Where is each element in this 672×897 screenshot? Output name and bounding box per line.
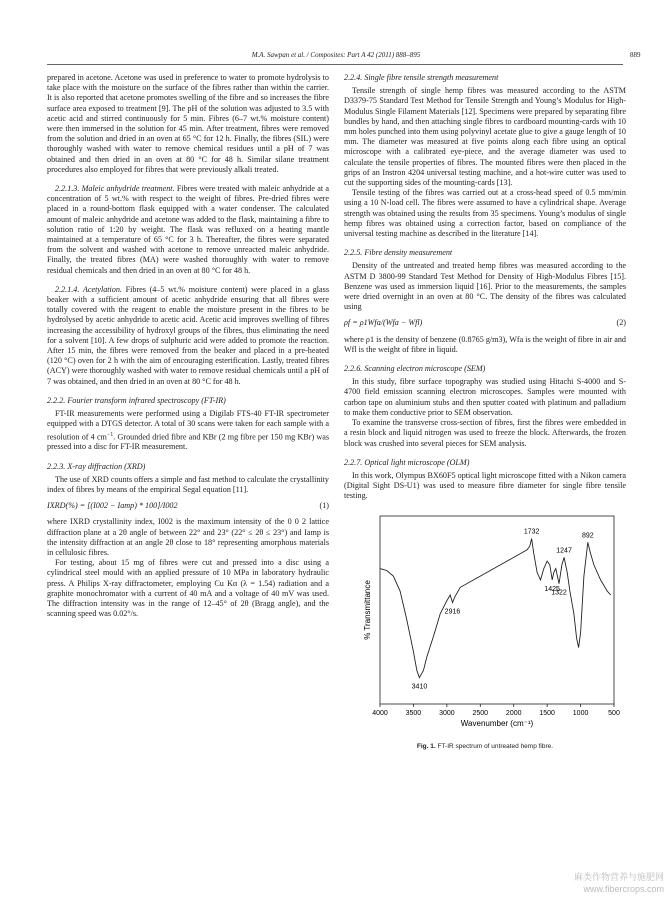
section-heading: 2.2.3. X-ray diffraction (XRD)	[47, 461, 146, 471]
section-text: Fibres were treated with maleic anhydride at a concentration of 5 wt.% with respect to the weight of fibres. Pre-dried fibres were placed in a round-bottom flask equipped with a water condenser. The calculated amount of maleic anhydride and acetone was added to the flask, maintaining a fibre to solution ratio of 1:20 by weight. The flask was refluxed on a heating mantle maintained at a temperature of 65 °C for 3 h. Thereafter, the fibres were separated from the solvent and washed with acetone to remove unreacted maleic anhydride. Finally, the treated fibres (MA) were washed thoroughly with water to remove residual chemicals and then dried in an oven at 80 °C for 48 h.	[47, 184, 329, 275]
ftir-chart	[344, 508, 626, 740]
peak-label: 2916	[444, 607, 461, 615]
equation-text: ρf = ρ1Wfa/(Wfa − Wfl)	[344, 318, 423, 328]
section-text: . Grounded dried fibre and KBr (2 mg fibre per 150 mg KBr) was pressed into a disc for FT-IR measurement.	[47, 432, 329, 452]
section-text: Fibres (4–5 wt.% moisture content) were placed in a glass beaker with a sufficient amount of acetic anhydride ensuring that all fibres were totally covered with the reagent to enable the moisture present in the fibres to be hydrolysed by acetic anhydride to acetic acid. Acetic acid improves swelling of fibres increasing the accessibility of hydroxyl groups of the fibres, thus eliminating the need for a solvent [10]. A few drops of sulphuric acid were added to promote the reaction. After 15 min, the fibres were removed from the beaker and placed in a pre-heated (120 °C) oven for 2 h with the aim of encouraging esterification. Lastly, treated fibres (ACY) were thoroughly washed with water to remove residual chemicals until a pH of 7 was obtained, and then dried in an oven at 80 °C for 48 h.	[47, 284, 329, 386]
section-heading: 2.2.1.4. Acetylation.	[55, 284, 122, 294]
equation-text: IXRD(%) = [(I002 − Iamp) * 100]/I002	[47, 501, 178, 511]
x-tick-label: 4000	[372, 709, 388, 717]
watermark	[574, 871, 664, 895]
paragraph: Density of the untreated and treated hemp fibres was measured according to the ASTM D 3800-99 Standard Test Method for Density of High-Modulus Fibres [15]. Benzene was used as immersion liquid [16]. Prior to the measurements, the samples were dried overnight in an oven at 80 °C. The density of the fibres was calculated using	[344, 261, 626, 312]
caption-text: FT-IR spectrum of untreated hemp fibre.	[435, 742, 554, 750]
watermark-line: 麻类作物营养与施肥网	[573, 872, 664, 882]
paragraph: Tensile strength of single hemp fibres was measured according to the ASTM D3379-75 Standard Test Method for Tensile Strength and Young’s Modulus for High-Modulus Single Filament Materials [12]. Specimens were prepared by separating fibre bundles by hand, and then attaching single fibres to cardboard mounting-cards with 10 mm holes punched into them using polyvinyl acetate glue to give a gauge length of 10 mm. The diameter was measured at five points along each fibre using an optical microscope with a calibrated eye-piece, and the average diameter was used to calculate the tensile properties of fibres. The mounted fibres were then placed in the grips of an Instron 4204 universal testing machine, and a hot-wire cutter was used to cut the supporting sides of the mounting-cards [13].	[344, 86, 626, 188]
paragraph: where IXRD crystallinity index, I002 is the maximum intensity of the 0 0 2 lattice diffraction plane at a 2θ angle of between 22° and 23° (22° ≤ 2θ ≤ 23°) and Iamp is the intensity diffraction at an angle 2θ close to 18° representing amorphous materials in cellulosic fibres.	[47, 517, 329, 558]
x-tick-label: 1000	[572, 709, 589, 717]
peak-label: 1322	[551, 589, 567, 597]
equation-1	[47, 501, 329, 511]
paragraph: To examine the transverse cross-section of fibres, first the fibres were embedded in a resin block and liquid nitrogen was used to freeze the block. Afterwards, the frozen block was crushed into several pieces for SEM analysis.	[344, 418, 626, 448]
x-tick-label: 2500	[472, 709, 489, 717]
section-text: FT-IR measurements were performed using a Digilab FTS-40 FT-IR spectrometer equipped with a DTGS detector. A total of 30 scans were taken for each sample with a resolution of 4 cm	[47, 409, 329, 442]
equation-number: (2)	[616, 318, 626, 328]
section-heading: 2.2.7. Optical light microscope (OLM)	[344, 457, 470, 467]
paragraph	[47, 285, 329, 387]
paragraph	[47, 409, 329, 453]
y-axis-label: % Transmittance	[363, 579, 372, 640]
paragraph: For testing, about 15 mg of fibres were cut and pressed into a disc using a cylindrical steel mould with an applied pressure of 10 MPa in laboratory hydraulic press. A Philips X-ray diffractometer, employing Cu Kα (λ = 1.54) radiation and a graphite monochromator with a current of 40 mA and a voltage of 40 mV was used. The diffraction intensity was in the range of 12–45° of 2θ (Bragg angle), and the scanning speed was 0.02°/s.	[47, 558, 329, 619]
peak-label: 1247	[556, 546, 572, 554]
section-heading: 2.2.4. Single fibre tensile strength measurement	[344, 73, 499, 82]
header-rule	[47, 64, 623, 65]
figure-caption	[344, 742, 626, 752]
section-heading: 2.2.6. Scanning electron microscope (SEM)	[344, 364, 486, 374]
caption-label: Fig. 1.	[416, 742, 436, 750]
superscript: −1	[106, 431, 114, 438]
paragraph: prepared in acetone. Acetone was used in preference to water to promote hydrolysis to take place with the moisture on the surface of the fibres rather than within the carrier. It is also reported that acetone promotes swelling of the fibre and so increases the fibre surface area exposed to treatment [9]. The pH of the solution was adjusted to 3.5 with acetic acid and stirred continuously for 5 min. Fibres (6–7 wt.% moisture content) were then immersed in the solution for 45 min. After treatment, fibres were removed from the solution and dried in an oven at 65 °C for 12 h. Finally, the fibres (SIL) were thoroughly washed with water to remove chemical residues until a pH of 7 was obtained and then dried in an oven at 80 °C for 48 h. Similar silane treatment procedures also employed for fibres that were previously alkali treated.	[47, 73, 329, 174]
peak-label: 892	[581, 531, 594, 539]
journal-citation: M.A. Sawpan et al. / Composites: Part A 42 (2011) 888–895	[251, 51, 421, 59]
paragraph: The use of XRD counts offers a simple and fast method to calculate the crystallinity index of fibres by means of the empirical Segal equation [11].	[47, 474, 329, 495]
ftir-figure	[344, 508, 626, 740]
section-heading: 2.2.5. Fibre density measurement	[344, 248, 453, 258]
paragraph: where ρ1 is the density of benzene (0.8765 g/m3), Wfa is the weight of fibre in air and Wfl is the weight of fibre in liquid.	[344, 334, 626, 354]
peak-label: 1732	[523, 528, 540, 536]
x-tick-label: 500	[608, 709, 620, 717]
paragraph: In this work, Olympus BX60F5 optical light microscope fitted with a Nikon camera (Digital Sight DS-U1) was used to measure fibre diameter for single fibre tensile testing.	[344, 470, 626, 501]
x-tick-label: 1500	[539, 709, 555, 717]
paragraph: Tensile testing of the fibres was carried out at a cross-head speed of 0.5 mm/min using a 10 N-load cell. The fibres were assumed to have a cylindrical shape. Average strength was obtained using the results from 35 specimens. Young’s modulus of single hemp fibres was obtained using a correction factor, based on compliance of the universal testing machine as described in the literature [14].	[344, 188, 626, 239]
spectrum-line	[380, 538, 611, 677]
x-tick-label: 2000	[505, 709, 522, 717]
watermark-line: www.fibercrops.com	[583, 884, 664, 894]
left-column	[47, 73, 329, 619]
right-column	[344, 73, 626, 752]
page-number: 889	[630, 51, 641, 59]
x-tick-label: 3000	[439, 709, 455, 717]
equation-number: (1)	[319, 501, 329, 511]
plot-frame	[380, 516, 614, 704]
section-heading: 2.2.2. Fourier transform infrared spectroscopy (FT-IR)	[47, 395, 226, 405]
peak-label: 3410	[411, 683, 428, 691]
equation-2	[344, 318, 626, 328]
paragraph: In this study, fibre surface topography was studied using Hitachi S-4000 and S-4700 field emission scanning electron microscopes. Samples were mounted with carbon tape on aluminium stubs and then sputter coated with platinum and palladium to make them conductive prior to SEM observation.	[344, 377, 626, 417]
x-tick-label: 3500	[405, 709, 422, 717]
peak-label: 1425	[544, 585, 560, 593]
section-heading: 2.2.1.3. Maleic anhydride treatment.	[55, 184, 175, 194]
x-axis-label: Wavenumber (cm⁻¹)	[460, 718, 534, 728]
paragraph	[47, 184, 329, 276]
